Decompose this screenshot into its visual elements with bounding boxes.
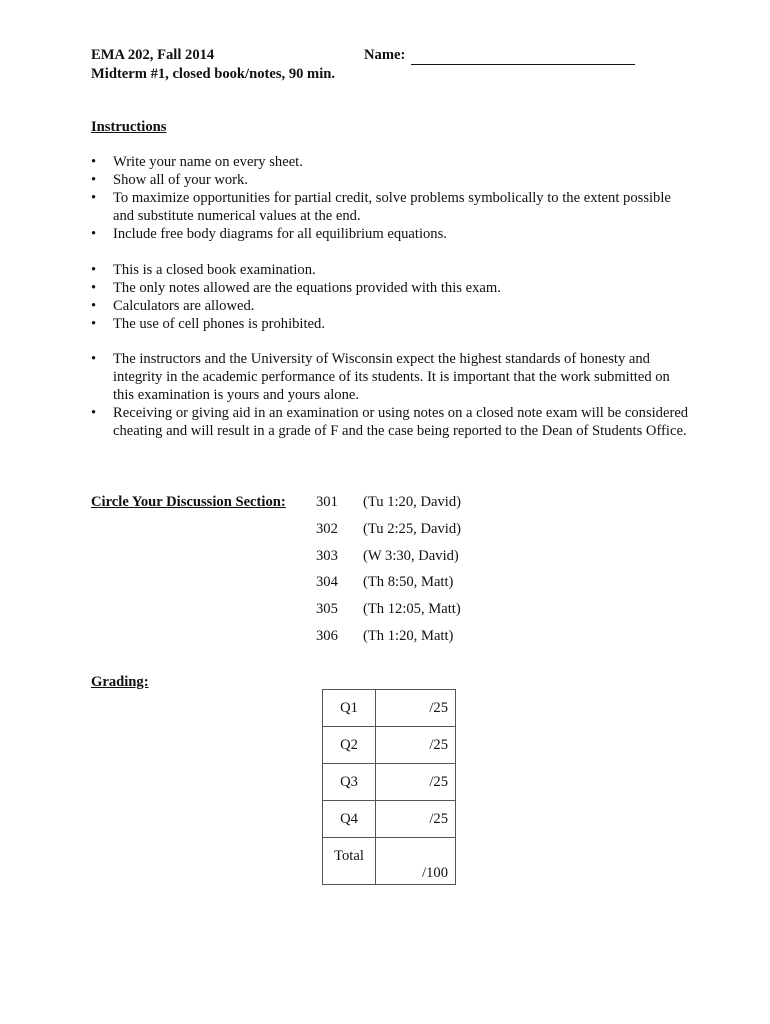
grading-table (322, 689, 456, 885)
exam-title: Midterm #1, closed book/notes, 90 min. (91, 66, 336, 82)
section-time: (Th 12:05, Matt) (363, 601, 461, 618)
instructions-heading: Instructions (91, 119, 167, 135)
discussion-section-option[interactable] (316, 520, 461, 547)
instructions-list-2 (91, 261, 691, 333)
total-label: Total (323, 838, 376, 885)
question-label: Q1 (323, 690, 376, 727)
list-item: • Include free body diagrams for all equilibrium equations. (91, 225, 691, 243)
section-time: (Tu 2:25, David) (363, 520, 461, 537)
discussion-heading: Circle Your Discussion Section: (91, 494, 286, 510)
list-item: • This is a closed book examination. (91, 261, 691, 279)
question-score: /25 (376, 764, 456, 801)
total-row (323, 838, 456, 885)
section-number: 305 (316, 601, 338, 618)
total-score: /100 (376, 838, 456, 885)
section-time: (Th 8:50, Matt) (363, 574, 454, 591)
discussion-section-option[interactable] (316, 627, 461, 654)
exam-header (91, 46, 335, 84)
list-item: • The use of cell phones is prohibited. (91, 315, 691, 333)
discussion-section-option[interactable] (316, 573, 461, 600)
section-number: 302 (316, 520, 338, 537)
section-time: (Tu 1:20, David) (363, 494, 461, 510)
question-score: /25 (376, 690, 456, 727)
question-label: Q2 (323, 727, 376, 764)
instructions-list-1 (91, 153, 691, 243)
grading-heading: Grading: (91, 674, 149, 690)
question-label: Q3 (323, 764, 376, 801)
list-item: • Show all of your work. (91, 171, 691, 189)
course-title: EMA 202, Fall 2014 (91, 47, 215, 63)
discussion-section-option[interactable] (316, 547, 461, 574)
section-time: (W 3:30, David) (363, 547, 459, 564)
table-row (323, 690, 456, 727)
name-label: Name: (364, 47, 406, 63)
list-item: • Calculators are allowed. (91, 297, 691, 315)
list-item: • The only notes allowed are the equations provided with this exam. (91, 279, 691, 297)
discussion-section-option[interactable] (316, 600, 461, 627)
question-label: Q4 (323, 801, 376, 838)
section-time: (Th 1:20, Matt) (363, 627, 454, 644)
discussion-section-list (316, 493, 461, 654)
list-item: • The instructors and the University of Wisconsin expect the highest standards of honesty and integrity in the academic performance of its students. It is important that the work submitted on this examination is yours and yours alone. (91, 350, 691, 404)
table-row (323, 727, 456, 764)
table-row (323, 801, 456, 838)
name-blank-line[interactable] (411, 50, 635, 65)
discussion-section-option[interactable] (316, 493, 461, 520)
name-field-group (364, 46, 635, 65)
list-item: • Receiving or giving aid in an examination or using notes on a closed note exam will be considered cheating and will result in a grade of F and the case being reported to the Dean of Students Office. (91, 404, 691, 440)
list-item: • To maximize opportunities for partial credit, solve problems symbolically to the extent possible and substitute numerical values at the end. (91, 189, 691, 225)
section-number: 304 (316, 574, 338, 591)
section-number: 306 (316, 627, 338, 644)
section-number: 303 (316, 547, 338, 564)
list-item: • Write your name on every sheet. (91, 153, 691, 171)
table-row (323, 764, 456, 801)
section-number: 301 (316, 494, 338, 510)
instructions-list-3 (91, 350, 691, 440)
question-score: /25 (376, 801, 456, 838)
question-score: /25 (376, 727, 456, 764)
